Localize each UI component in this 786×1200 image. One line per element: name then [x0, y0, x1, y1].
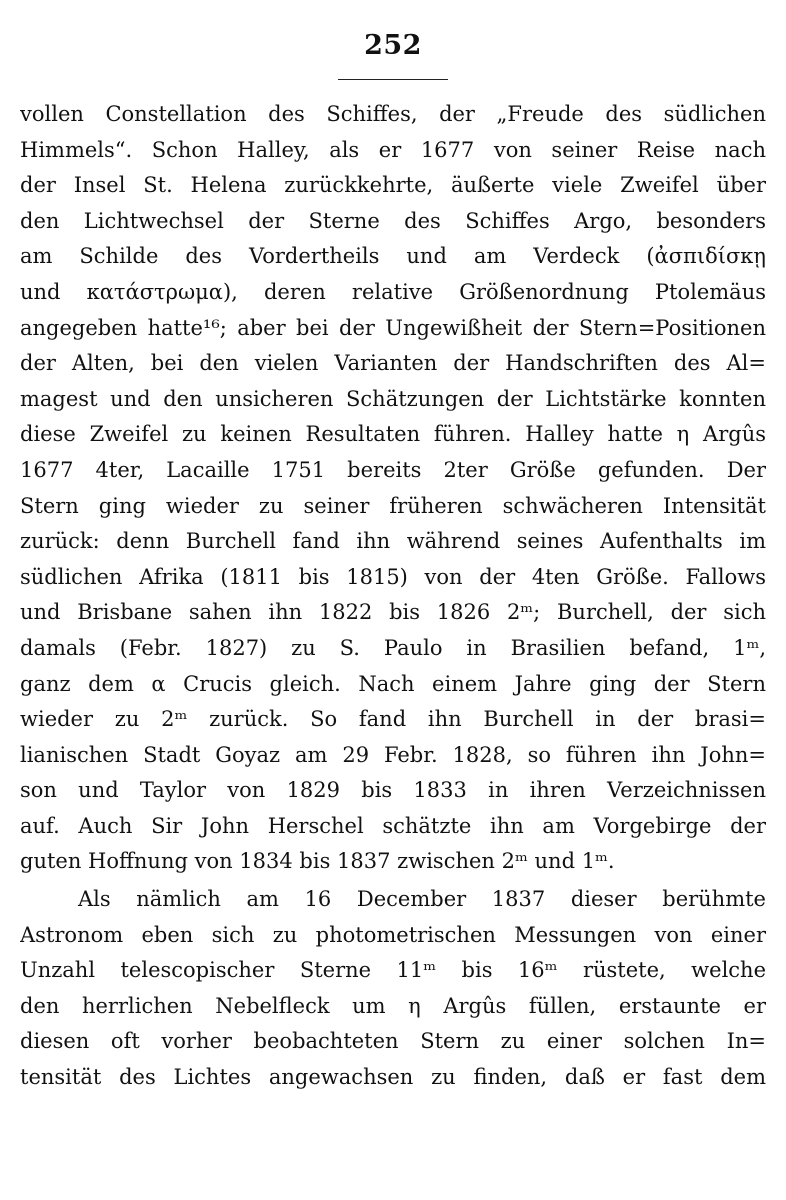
text-line: und κατάστρωμα), deren relative Größenordnung Ptolemäus [20, 279, 766, 304]
text-line: damals (Febr. 1827) zu S. Paulo in Brasilien befand, 1ᵐ, [20, 635, 766, 660]
text-line: 1677 4ter, Lacaille 1751 bereits 2ter Größe gefunden. Der [20, 457, 766, 482]
text-line: auf. Auch Sir John Herschel schätzte ihn am Vorgebirge der [20, 813, 766, 838]
text-line: Himmels“. Schon Halley, als er 1677 von seiner Reise nach [20, 137, 766, 162]
text-line: am Schilde des Vordertheils und am Verdeck (ἀσπιδίσκῃ [20, 244, 766, 269]
paragraph-2 [20, 882, 766, 1096]
text-line: vollen Constellation des Schiffes, der „Freude des südlichen [20, 102, 766, 126]
text-line: ganz dem α Crucis gleich. Nach einem Jahre ging der Stern [20, 671, 766, 696]
text-line: südlichen Afrika (1811 bis 1815) von der 4ten Größe. Fallows [20, 564, 766, 589]
text-line: magest und den unsicheren Schätzungen der Lichtstärke konnten [20, 386, 766, 411]
paragraph-1 [20, 97, 766, 880]
text-line: den herrlichen Nebelfleck um η Argûs füllen, erstaunte er [20, 993, 766, 1018]
text-line: zurück: denn Burchell fand ihn während seines Aufenthalts im [20, 529, 766, 554]
text-line: diese Zweifel zu keinen Resultaten führen. Halley hatte η Argûs [20, 422, 766, 447]
page-number: 252 [364, 30, 422, 61]
header-rule [338, 79, 448, 80]
text-line: der Insel St. Helena zurückkehrte, äußerte viele Zweifel über [20, 173, 766, 198]
text-line: den Lichtwechsel der Sterne des Schiffes Argo, besonders [20, 208, 766, 233]
text-line: son und Taylor von 1829 bis 1833 in ihren Verzeichnissen [20, 778, 766, 803]
text-line: tensität des Lichtes angewachsen zu finden, daß er fast dem [20, 1065, 766, 1090]
text-line: Stern ging wieder zu seiner früheren schwächeren Intensität [20, 493, 766, 518]
text-line: und Brisbane sahen ihn 1822 bis 1826 2ᵐ; Burchell, der sich [20, 600, 766, 625]
text-line: guten Hoffnung von 1834 bis 1837 zwischen 2ᵐ und 1ᵐ. [20, 849, 615, 874]
text-line: Unzahl telescopischer Sterne 11ᵐ bis 16ᵐ rüstete, welche [20, 958, 766, 983]
text-line: lianischen Stadt Goyaz am 29 Febr. 1828, so führen ihn John= [20, 742, 766, 767]
text-line: diesen oft vorher beobachteten Stern zu einer solchen In= [20, 1029, 766, 1054]
text-line: Astronom eben sich zu photometrischen Messungen von einer [20, 922, 766, 947]
text-line: wieder zu 2ᵐ zurück. So fand ihn Burchell in der brasi= [20, 707, 766, 732]
text-line: angegeben hatte¹⁶; aber bei der Ungewißheit der Stern=Positionen [20, 315, 766, 340]
text-line: Als nämlich am 16 December 1837 dieser berühmte [78, 887, 766, 912]
text-line: der Alten, bei den vielen Varianten der Handschriften des Al= [20, 351, 766, 376]
